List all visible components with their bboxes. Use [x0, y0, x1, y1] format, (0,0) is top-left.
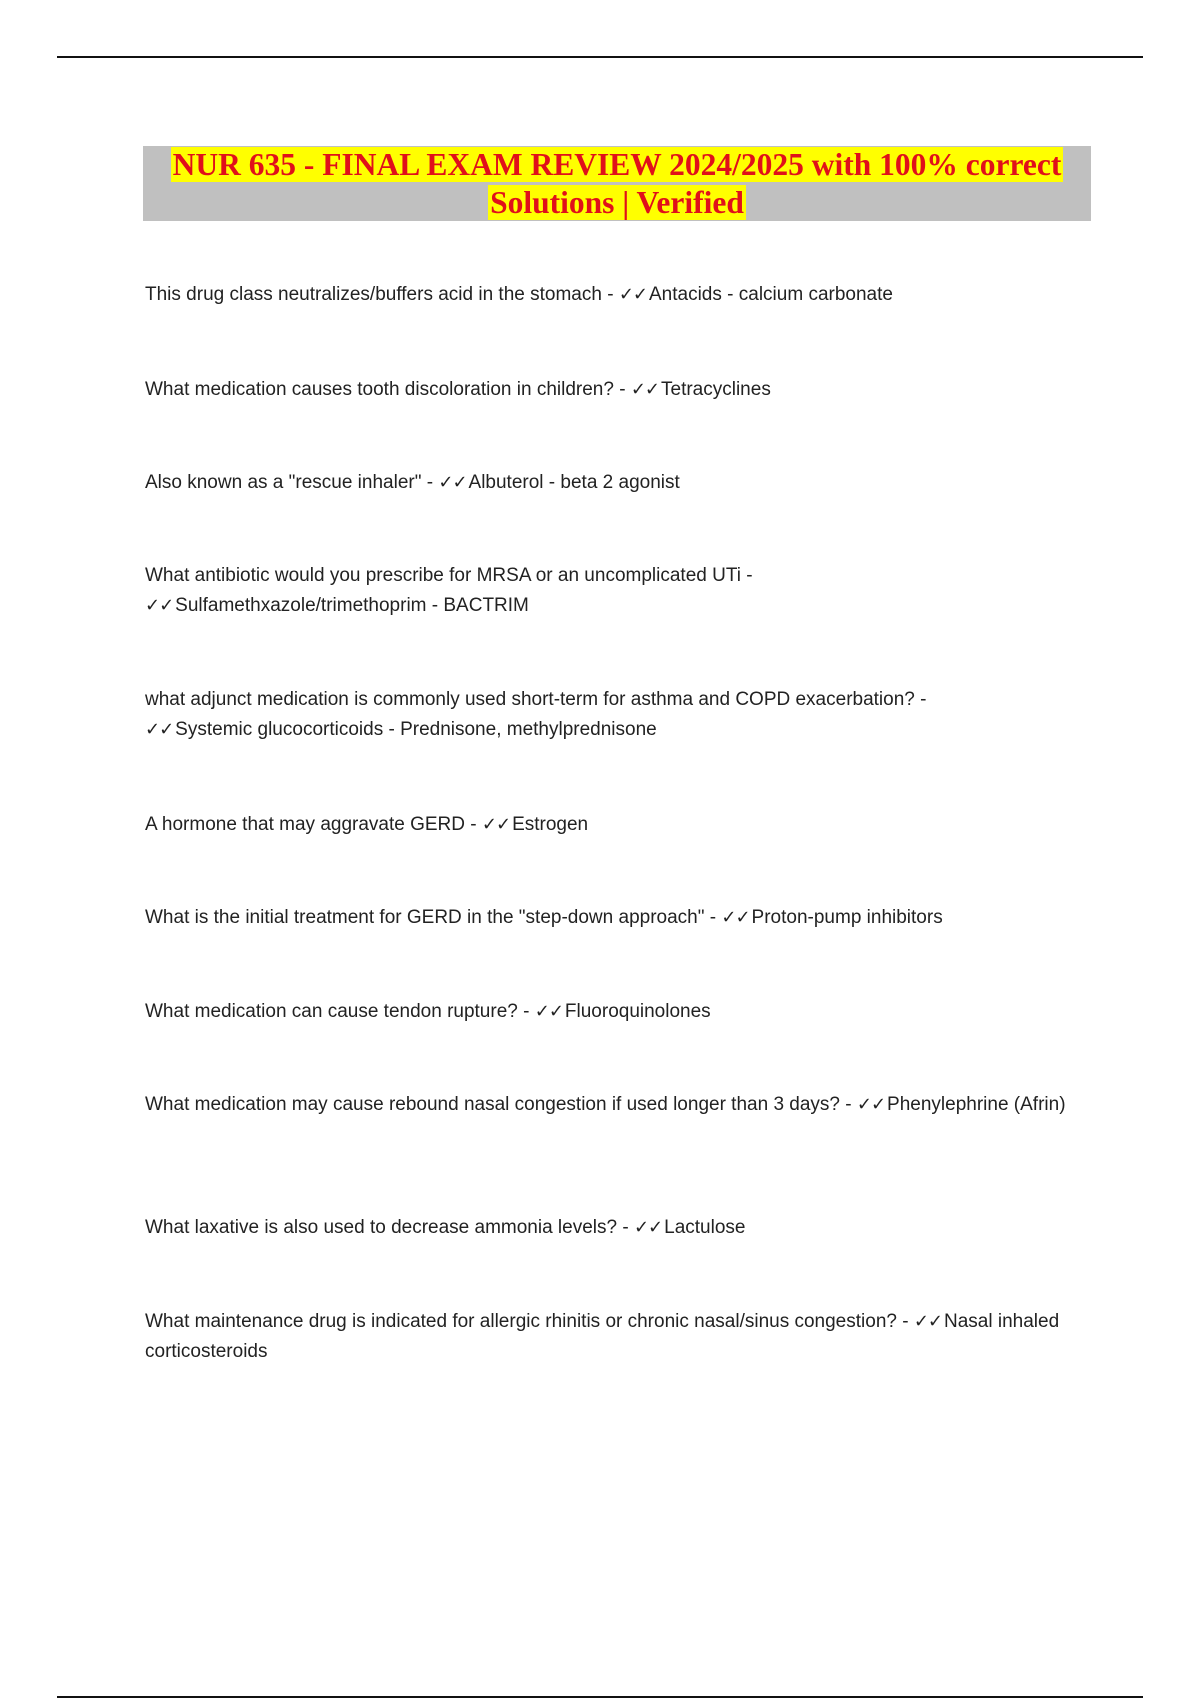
question-text: What maintenance drug is indicated for allergic rhinitis or chronic nasal/sinus congestion? [145, 1311, 897, 1332]
title-line-1: NUR 635 - FINAL EXAM REVIEW 2024/2025 with 100% correct [172, 147, 1062, 182]
separator: - [465, 814, 482, 835]
qa-item [145, 280, 1075, 310]
question-text: What antibiotic would you prescribe for MRSA or an uncomplicated UTi [145, 565, 741, 586]
top-rule [57, 56, 1143, 58]
bottom-rule [57, 1696, 1143, 1698]
answer-text: Albuterol - beta 2 agonist [468, 472, 680, 493]
qa-item [145, 1213, 1075, 1243]
answer-text: Phenylephrine (Afrin) [887, 1094, 1066, 1115]
question-text: What medication can cause tendon rupture? [145, 1001, 518, 1022]
question-text: This drug class neutralizes/buffers acid in the stomach [145, 284, 602, 305]
answer-text: Antacids - calcium carbonate [649, 284, 893, 305]
check-icon: ✓✓ [856, 1094, 886, 1115]
separator: - [914, 689, 927, 710]
separator: - [421, 472, 439, 493]
check-icon: ✓✓ [618, 284, 647, 305]
separator: - [517, 1001, 535, 1022]
qa-item [145, 903, 1075, 933]
separator: - [601, 284, 619, 305]
answer-text: Lactulose [664, 1217, 746, 1238]
question-text: A hormone that may aggravate GERD [145, 814, 465, 835]
question-text: Also known as a "rescue inhaler" [145, 472, 422, 493]
check-icon: ✓✓ [145, 595, 174, 616]
check-icon: ✓✓ [481, 814, 511, 835]
document-title [143, 146, 1091, 221]
separator: - [839, 1094, 857, 1115]
question-text: What medication causes tooth discoloration in children? [145, 379, 614, 400]
separator: - [704, 907, 722, 928]
answer-text: Fluoroquinolones [564, 1001, 711, 1022]
answer-text: Tetracyclines [661, 379, 771, 400]
check-icon: ✓✓ [145, 719, 174, 740]
separator: - [740, 565, 753, 586]
check-icon: ✓✓ [721, 907, 750, 928]
question-text: What is the initial treatment for GERD in the "step-down approach" [145, 907, 705, 928]
answer-text: Systemic glucocorticoids - Prednisone, methylprednisone [175, 719, 657, 740]
question-text: What medication may cause rebound nasal congestion if used longer than 3 days? [145, 1094, 840, 1115]
question-text: what adjunct medication is commonly used short-term for asthma and COPD exacerbation? [145, 689, 915, 710]
qa-item [145, 468, 1075, 498]
qa-item [145, 561, 1075, 621]
check-icon: ✓✓ [534, 1001, 563, 1022]
question-text: What laxative is also used to decrease ammonia levels? [145, 1217, 618, 1238]
qa-item [145, 997, 1075, 1027]
separator: - [613, 379, 631, 400]
check-icon: ✓✓ [630, 379, 659, 400]
check-icon: ✓✓ [913, 1311, 943, 1332]
qa-item [145, 685, 1075, 745]
separator: - [617, 1217, 634, 1238]
answer-text: Sulfamethxazole/trimethoprim - BACTRIM [175, 595, 529, 616]
answer-text: Nasal inhaled corticosteroids [145, 1311, 1060, 1362]
answer-text: Estrogen [512, 814, 589, 835]
check-icon: ✓✓ [438, 472, 467, 493]
answer-text: Proton-pump inhibitors [751, 907, 943, 928]
qa-item [145, 1307, 1075, 1367]
qa-item [145, 375, 1075, 405]
qa-item [145, 1090, 1075, 1120]
check-icon: ✓✓ [633, 1217, 663, 1238]
title-line-2: Solutions | Verified [490, 185, 744, 220]
separator: - [896, 1311, 914, 1332]
qa-item [145, 810, 1075, 840]
